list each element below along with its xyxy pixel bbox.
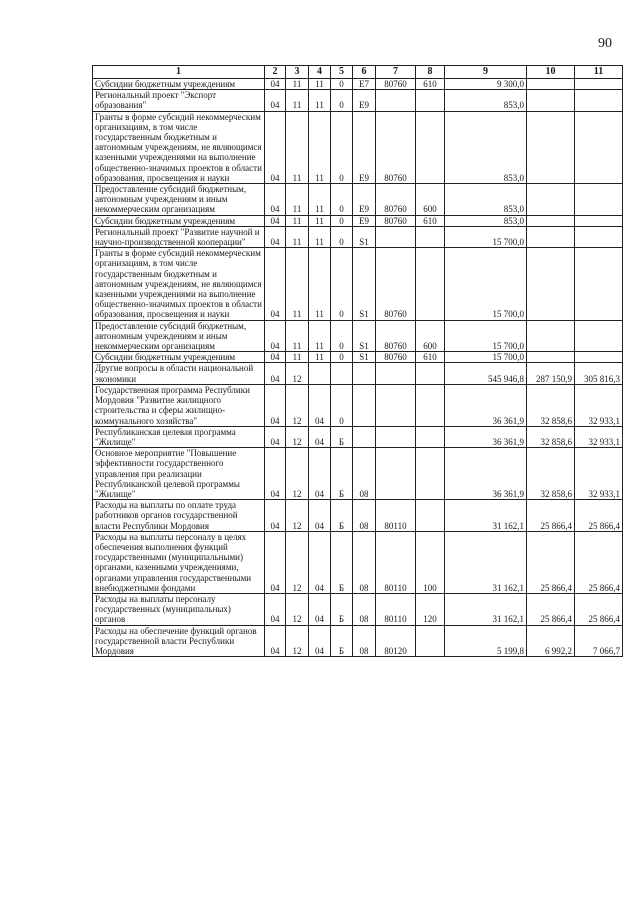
amount-year-3: 32 933,1 [575, 448, 623, 500]
program-code: 11 [309, 248, 331, 320]
direction-code [376, 90, 416, 111]
subprogram-code: 0 [331, 352, 353, 363]
direction-code: 80760 [376, 248, 416, 320]
subsection-code: 11 [286, 248, 309, 320]
table-row [93, 226, 623, 247]
expense-type-code [416, 226, 445, 247]
subsection-code: 11 [286, 320, 309, 352]
subsection-code: 11 [286, 79, 309, 90]
expense-type-code [416, 448, 445, 500]
direction-code [376, 426, 416, 447]
table-row [93, 625, 623, 657]
amount-year-3 [575, 320, 623, 352]
col-header: 11 [575, 66, 623, 79]
amount-year-1: 853,0 [445, 90, 527, 111]
section-code: 04 [265, 384, 286, 426]
section-code: 04 [265, 79, 286, 90]
direction-code: 80760 [376, 215, 416, 226]
table-row [93, 90, 623, 111]
direction-code: 80110 [376, 531, 416, 593]
amount-year-3 [575, 90, 623, 111]
row-name: Региональный проект "Развитие научной и научно-производственной кооперации" [93, 226, 265, 247]
col-header: 4 [309, 66, 331, 79]
amount-year-2: 32 858,6 [527, 448, 575, 500]
subsection-code: 12 [286, 625, 309, 657]
section-code: 04 [265, 184, 286, 216]
amount-year-2 [527, 226, 575, 247]
expense-type-code: 120 [416, 593, 445, 625]
amount-year-1: 36 361,9 [445, 448, 527, 500]
program-code: 04 [309, 426, 331, 447]
section-code: 04 [265, 226, 286, 247]
amount-year-1: 36 361,9 [445, 426, 527, 447]
row-name: Предоставление субсидий бюджетным, автономным учреждениям и иным некоммерческим организациям [93, 184, 265, 216]
row-name: Гранты в форме субсидий некоммерческим организациям, в том числе государственным бюджетным и автономным учреждениям, не являющимся казенными учреждениями на выполнение общественно-значимых проектов в области образования, просвещения и науки [93, 248, 265, 320]
amount-year-3: 32 933,1 [575, 426, 623, 447]
direction-code [376, 448, 416, 500]
amount-year-1: 31 162,1 [445, 500, 527, 532]
row-name: Региональный проект "Экспорт образования" [93, 90, 265, 111]
section-code: 04 [265, 111, 286, 183]
program-code: 11 [309, 352, 331, 363]
expense-type-code [416, 500, 445, 532]
activity-code: E9 [353, 90, 376, 111]
section-code: 04 [265, 352, 286, 363]
subsection-code: 12 [286, 426, 309, 447]
subsection-code: 11 [286, 215, 309, 226]
col-header: 3 [286, 66, 309, 79]
activity-code: S1 [353, 320, 376, 352]
program-code: 11 [309, 215, 331, 226]
row-name: Субсидии бюджетным учреждениям [93, 215, 265, 226]
table-row [93, 500, 623, 532]
subsection-code: 11 [286, 111, 309, 183]
amount-year-3 [575, 352, 623, 363]
activity-code [353, 363, 376, 384]
section-code: 04 [265, 625, 286, 657]
amount-year-1: 15 700,0 [445, 226, 527, 247]
direction-code: 80760 [376, 320, 416, 352]
activity-code: 08 [353, 500, 376, 532]
expense-type-code [416, 625, 445, 657]
program-code: 11 [309, 111, 331, 183]
direction-code: 80120 [376, 625, 416, 657]
amount-year-3: 32 933,1 [575, 384, 623, 426]
amount-year-3 [575, 184, 623, 216]
amount-year-2: 25 866,4 [527, 593, 575, 625]
amount-year-2 [527, 215, 575, 226]
amount-year-1: 853,0 [445, 215, 527, 226]
activity-code: 08 [353, 448, 376, 500]
amount-year-2 [527, 184, 575, 216]
table-row [93, 531, 623, 593]
amount-year-1: 15 700,0 [445, 320, 527, 352]
amount-year-3: 7 066,7 [575, 625, 623, 657]
page-number: 90 [598, 36, 612, 51]
subprogram-code: 0 [331, 248, 353, 320]
subsection-code: 11 [286, 90, 309, 111]
activity-code: 08 [353, 531, 376, 593]
table-row [93, 593, 623, 625]
subprogram-code: 0 [331, 184, 353, 216]
subprogram-code: Б [331, 593, 353, 625]
activity-code: S1 [353, 226, 376, 247]
amount-year-3: 25 866,4 [575, 500, 623, 532]
subprogram-code: 0 [331, 320, 353, 352]
amount-year-1: 15 700,0 [445, 248, 527, 320]
subsection-code: 12 [286, 448, 309, 500]
amount-year-1: 5 199,8 [445, 625, 527, 657]
activity-code: E9 [353, 215, 376, 226]
subsection-code: 12 [286, 531, 309, 593]
program-code: 04 [309, 531, 331, 593]
amount-year-2: 25 866,4 [527, 500, 575, 532]
expense-type-code [416, 248, 445, 320]
program-code: 04 [309, 384, 331, 426]
amount-year-1: 31 162,1 [445, 531, 527, 593]
table-row [93, 384, 623, 426]
subprogram-code: 0 [331, 90, 353, 111]
row-name: Основное мероприятие "Повышение эффективности государственного управления при реализации Республиканской целевой программы "Жилище" [93, 448, 265, 500]
program-code: 11 [309, 226, 331, 247]
amount-year-1: 853,0 [445, 184, 527, 216]
subsection-code: 11 [286, 184, 309, 216]
col-header: 2 [265, 66, 286, 79]
col-header: 5 [331, 66, 353, 79]
direction-code: 80110 [376, 593, 416, 625]
subsection-code: 11 [286, 352, 309, 363]
col-header: 6 [353, 66, 376, 79]
amount-year-2: 25 866,4 [527, 531, 575, 593]
program-code: 04 [309, 625, 331, 657]
direction-code: 80760 [376, 184, 416, 216]
amount-year-2 [527, 248, 575, 320]
header-row [93, 66, 623, 79]
section-code: 04 [265, 90, 286, 111]
activity-code [353, 384, 376, 426]
expense-type-code: 610 [416, 352, 445, 363]
amount-year-3 [575, 79, 623, 90]
amount-year-2 [527, 111, 575, 183]
table-row [93, 111, 623, 183]
expense-type-code [416, 90, 445, 111]
section-code: 04 [265, 531, 286, 593]
expense-type-code: 600 [416, 184, 445, 216]
table-row [93, 79, 623, 90]
activity-code: 08 [353, 593, 376, 625]
amount-year-2 [527, 320, 575, 352]
section-code: 04 [265, 426, 286, 447]
program-code [309, 363, 331, 384]
amount-year-3 [575, 226, 623, 247]
amount-year-3: 305 816,3 [575, 363, 623, 384]
subprogram-code: 0 [331, 226, 353, 247]
budget-table [92, 65, 623, 657]
section-code: 04 [265, 363, 286, 384]
subprogram-code: 0 [331, 111, 353, 183]
expense-type-code [416, 111, 445, 183]
direction-code: 80110 [376, 500, 416, 532]
subsection-code: 12 [286, 363, 309, 384]
subsection-code: 12 [286, 384, 309, 426]
table-row [93, 426, 623, 447]
subprogram-code: Б [331, 625, 353, 657]
section-code: 04 [265, 448, 286, 500]
amount-year-1: 31 162,1 [445, 593, 527, 625]
table-row [93, 363, 623, 384]
row-name: Другие вопросы в области национальной экономики [93, 363, 265, 384]
row-name: Расходы на выплаты по оплате труда работников органов государственной власти Республики Мордовия [93, 500, 265, 532]
program-code: 11 [309, 90, 331, 111]
direction-code [376, 363, 416, 384]
section-code: 04 [265, 215, 286, 226]
col-header: 8 [416, 66, 445, 79]
activity-code: E7 [353, 79, 376, 90]
row-name: Республиканская целевая программа "Жилище" [93, 426, 265, 447]
program-code: 04 [309, 500, 331, 532]
amount-year-1: 15 700,0 [445, 352, 527, 363]
activity-code: S1 [353, 352, 376, 363]
direction-code: 80760 [376, 111, 416, 183]
direction-code [376, 226, 416, 247]
expense-type-code: 600 [416, 320, 445, 352]
row-name: Предоставление субсидий бюджетным, автономным учреждениям и иным некоммерческим организациям [93, 320, 265, 352]
amount-year-3 [575, 215, 623, 226]
amount-year-2: 32 858,6 [527, 426, 575, 447]
row-name: Гранты в форме субсидий некоммерческим организациям, в том числе государственным бюджетным и автономным учреждениям, не являющимся казенными учреждениями на выполнение общественно-значимых проектов в области образования, просвещения и науки [93, 111, 265, 183]
subprogram-code: 0 [331, 384, 353, 426]
row-name: Государственная программа Республики Мордовия "Развитие жилищного строительства и сферы жилищно-коммунального хозяйства" [93, 384, 265, 426]
direction-code: 80760 [376, 79, 416, 90]
amount-year-2 [527, 90, 575, 111]
program-code: 04 [309, 448, 331, 500]
table-row [93, 184, 623, 216]
section-code: 04 [265, 593, 286, 625]
col-header: 7 [376, 66, 416, 79]
subsection-code: 12 [286, 593, 309, 625]
amount-year-1: 853,0 [445, 111, 527, 183]
expense-type-code [416, 426, 445, 447]
amount-year-2 [527, 352, 575, 363]
amount-year-1: 9 300,0 [445, 79, 527, 90]
amount-year-3 [575, 248, 623, 320]
row-name: Субсидии бюджетным учреждениям [93, 79, 265, 90]
subprogram-code: Б [331, 448, 353, 500]
amount-year-2 [527, 79, 575, 90]
subprogram-code: 0 [331, 215, 353, 226]
activity-code [353, 426, 376, 447]
amount-year-1: 36 361,9 [445, 384, 527, 426]
expense-type-code [416, 384, 445, 426]
subsection-code: 11 [286, 226, 309, 247]
table-row [93, 248, 623, 320]
table-row [93, 448, 623, 500]
amount-year-3: 25 866,4 [575, 531, 623, 593]
subprogram-code: Б [331, 426, 353, 447]
amount-year-3: 25 866,4 [575, 593, 623, 625]
subprogram-code [331, 363, 353, 384]
table-row [93, 320, 623, 352]
direction-code: 80760 [376, 352, 416, 363]
amount-year-2: 6 992,2 [527, 625, 575, 657]
amount-year-3 [575, 111, 623, 183]
section-code: 04 [265, 500, 286, 532]
section-code: 04 [265, 320, 286, 352]
table-row [93, 215, 623, 226]
amount-year-2: 287 150,9 [527, 363, 575, 384]
program-code: 04 [309, 593, 331, 625]
activity-code: S1 [353, 248, 376, 320]
program-code: 11 [309, 184, 331, 216]
subprogram-code: 0 [331, 79, 353, 90]
direction-code [376, 384, 416, 426]
col-header: 9 [445, 66, 527, 79]
expense-type-code: 610 [416, 79, 445, 90]
amount-year-2: 32 858,6 [527, 384, 575, 426]
row-name: Расходы на обеспечение функций органов государственной власти Республики Мордовия [93, 625, 265, 657]
activity-code: E9 [353, 184, 376, 216]
subprogram-code: Б [331, 531, 353, 593]
table-row [93, 352, 623, 363]
row-name: Расходы на выплаты персоналу в целях обеспечения выполнения функций государственными (муниципальными) органами, казенными учреждениями, органами управления государственными внебюджетными фондами [93, 531, 265, 593]
program-code: 11 [309, 79, 331, 90]
expense-type-code: 100 [416, 531, 445, 593]
row-name: Субсидии бюджетным учреждениям [93, 352, 265, 363]
section-code: 04 [265, 248, 286, 320]
expense-type-code: 610 [416, 215, 445, 226]
expense-type-code [416, 363, 445, 384]
col-header: 1 [93, 66, 265, 79]
subprogram-code: Б [331, 500, 353, 532]
activity-code: 08 [353, 625, 376, 657]
col-header: 10 [527, 66, 575, 79]
amount-year-1: 545 946,8 [445, 363, 527, 384]
program-code: 11 [309, 320, 331, 352]
activity-code: E9 [353, 111, 376, 183]
row-name: Расходы на выплаты персоналу государственных (муниципальных) органов [93, 593, 265, 625]
subsection-code: 12 [286, 500, 309, 532]
